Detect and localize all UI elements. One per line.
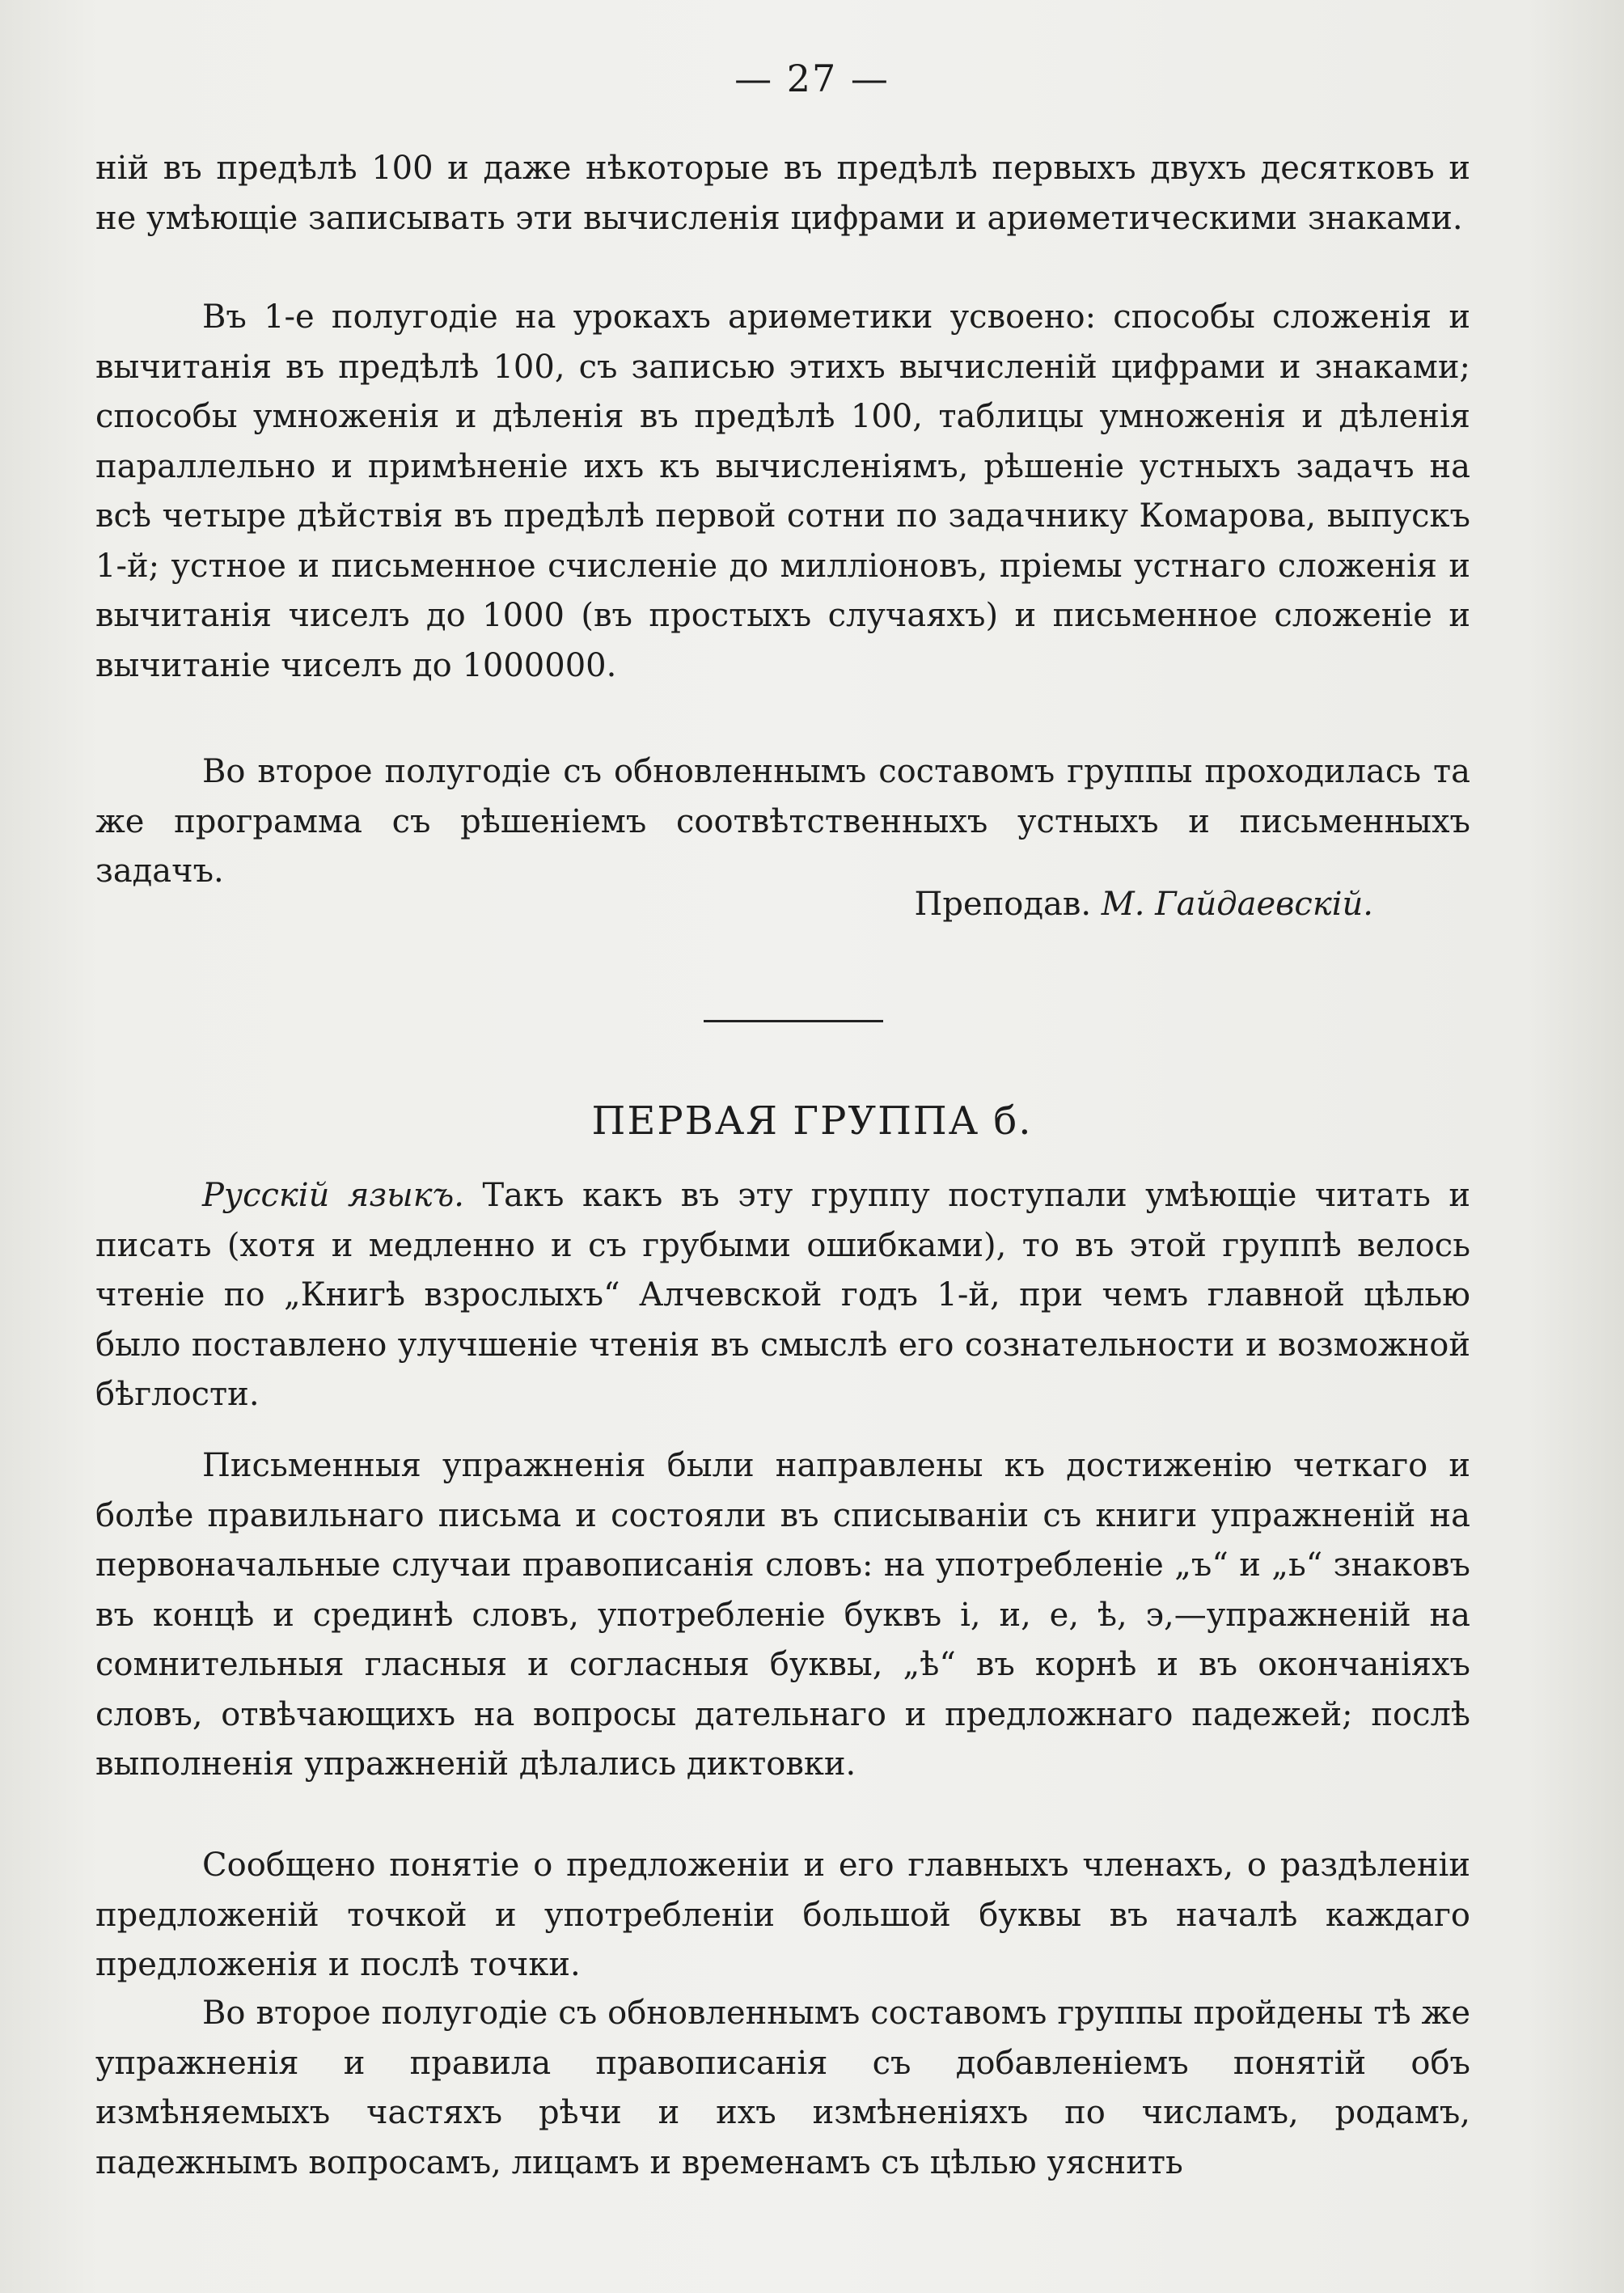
section-heading: ПЕРВАЯ ГРУППА б. [591, 1098, 1033, 1144]
paragraph-sentence-concept [95, 1841, 1470, 1991]
teacher-signature [914, 886, 1373, 923]
paragraph-text: Во второе полугодіе съ обновленнымъ составомъ группы пройдены тѣ же упражненія и правила правописанія съ добавленіемъ понятій объ измѣняемыхъ частяхъ рѣчи и ихъ измѣненіяхъ по числамъ, родамъ, падежнымъ вопросамъ, лицамъ и временамъ съ цѣлью уяснить [95, 1995, 1470, 2181]
paragraph-russian-language [95, 1171, 1470, 1420]
paragraph-second-half-russian [95, 1989, 1470, 2188]
subject-run-in-heading: Русскій языкъ. [202, 1177, 464, 1214]
signature-role: Преподав. [914, 886, 1092, 923]
paragraph-text: Сообщено понятіе о предложеніи и его главныхъ членахъ, о раздѣленіи предложеній точкой и употребленіи большой буквы въ началѣ каждаго предложенія и послѣ точки. [95, 1847, 1470, 1983]
paragraph-text [95, 1171, 1470, 1420]
signature-name: М. Гайдаевскій. [1101, 886, 1373, 923]
paragraph-arithmetic-second-half [95, 747, 1470, 897]
paragraph-text: ній въ предѣлѣ 100 и даже нѣкоторые въ предѣлѣ первыхъ двухъ десятковъ и не умѣющіе записывать эти вычисленія цифрами и ариѳметическими знаками. [95, 150, 1470, 237]
section-divider [704, 1020, 883, 1022]
paragraph-written-exercises [95, 1441, 1470, 1790]
paragraph-text: Письменныя упражненія были направлены къ достиженію четкаго и болѣе правильнаго письма и состояли въ списываніи съ книги упражненій на первоначальные случаи правописанія словъ: на употребленіе „ъ“ и „ь“ знаковъ въ концѣ и срединѣ словъ, употребленіе буквъ і, и, е, ѣ, э,—упражненій на сомнительныя гласныя и согласныя буквы, „ѣ“ въ корнѣ и въ окончаніяхъ словъ, отвѣчающихъ на вопросы дательнаго и предложнаго падежей; послѣ выполненія упражненій дѣлались диктовки. [95, 1447, 1470, 1783]
paragraph-continuation [95, 144, 1470, 243]
paragraph-body: Такъ какъ въ эту группу поступали умѣющіе читать и писать (хотя и медленно и съ грубыми ошибками), то въ этой группѣ велось чтеніе по „Книгѣ взрослыхъ“ Алчевской годъ 1-й, при чемъ главной цѣлью было поставлено улучшеніе чтенія въ смыслѣ его сознательности и возможной бѣглости. [95, 1177, 1470, 1413]
page-number: — 27 — [734, 57, 890, 100]
paragraph-text: Въ 1-е полугодіе на урокахъ ариѳметики усвоено: способы сложенія и вычитанія въ предѣлѣ 100, съ записью этихъ вычисленій цифрами и знаками; способы умноженія и дѣленія въ предѣлѣ 100, таблицы умноженія и дѣленія параллельно и примѣненіе ихъ къ вычисленіямъ, рѣшеніе устныхъ задачъ на всѣ четыре дѣйствія въ предѣлѣ первой сотни по задачнику Комарова, выпускъ 1-й; устное и письменное счисленіе до милліоновъ, пріемы устнаго сложенія и вычитанія чиселъ до 1000 (въ простыхъ случаяхъ) и письменное сложеніе и вычитаніе чиселъ до 1000000. [95, 298, 1470, 684]
paragraph-text: Во второе полугодіе съ обновленнымъ составомъ группы проходилась та же программа съ рѣшеніемъ соотвѣтственныхъ устныхъ и письменныхъ задачъ. [95, 753, 1470, 890]
paragraph-arithmetic-first-half [95, 293, 1470, 691]
